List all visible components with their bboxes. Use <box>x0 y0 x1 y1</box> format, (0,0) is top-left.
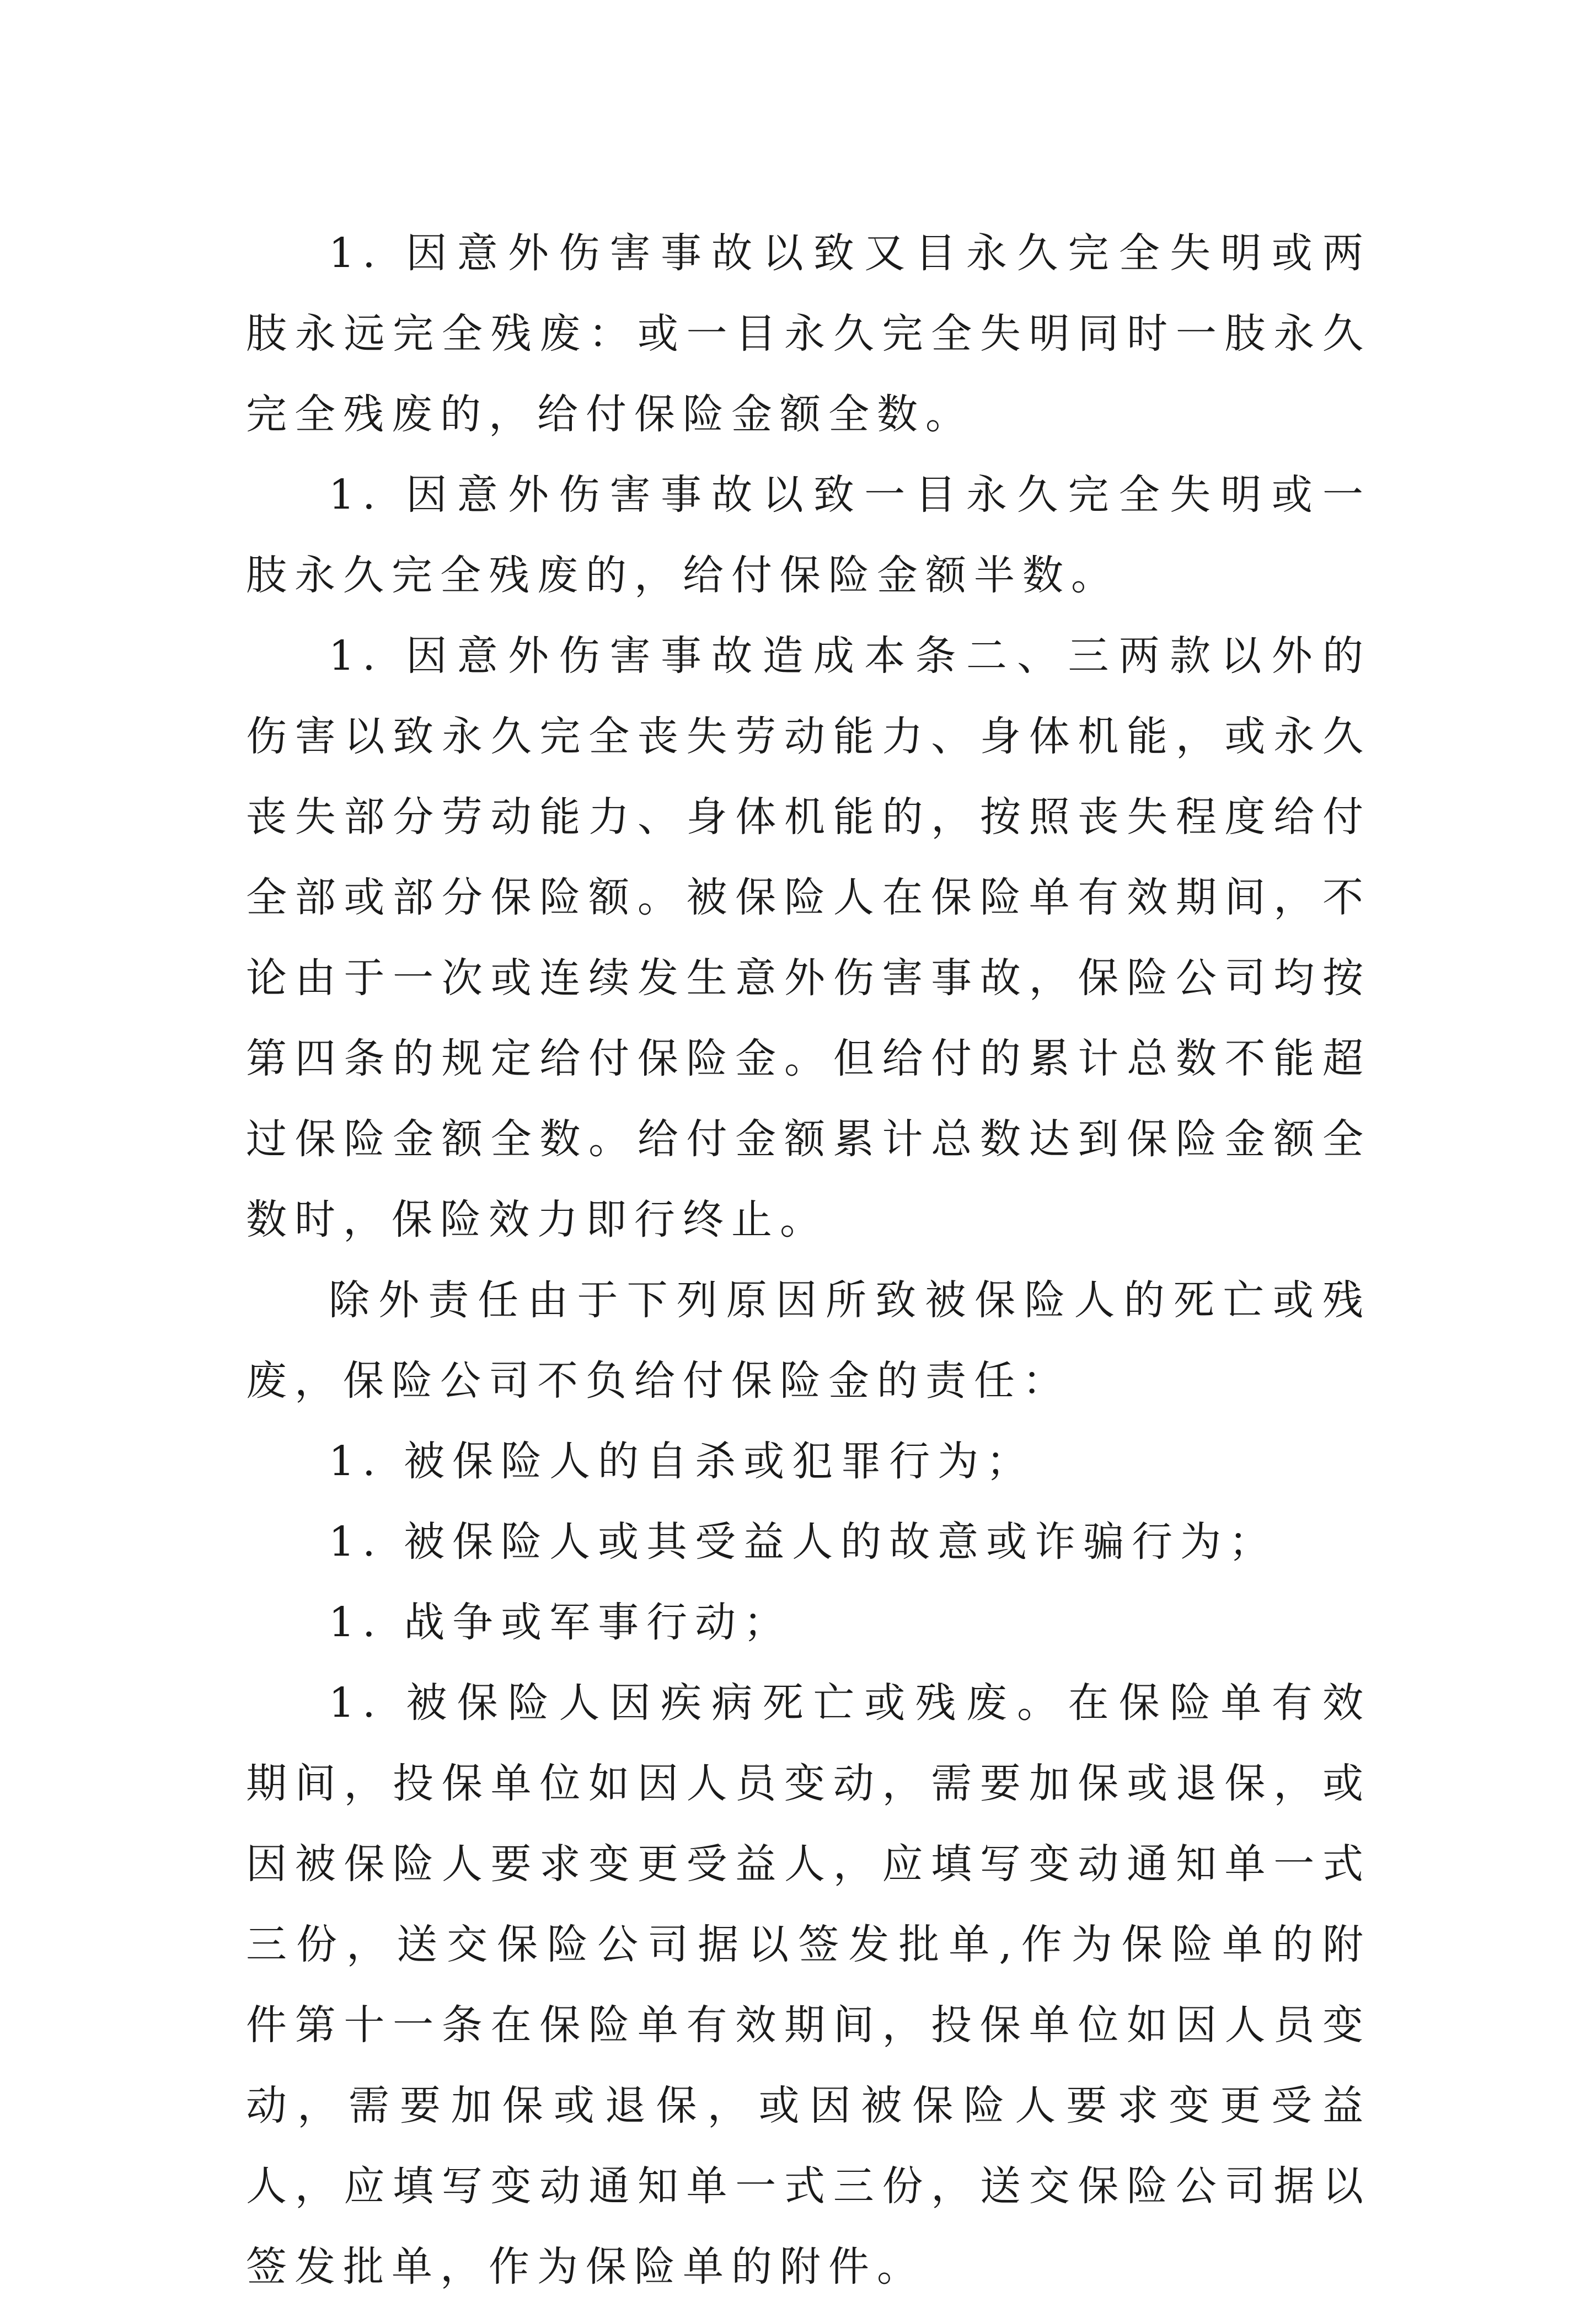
paragraph-3: 1. 因意外伤害事故造成本条二、三两款以外的伤害以致永久完全丧失劳动能力、身体机能，或永久丧失部分劳动能力、身体机能的，按照丧失程度给付全部或部分保险额。被保险人在保险单有效期间，不论由于一次或连续发生意外伤害事故，保险公司均按第四条的规定给付保险金。但给付的累计总数不能超过保险金额全数。给付金额累计总数达到保险金额全数时，保险效力即行终止。 <box>246 632 1371 1243</box>
paragraph-2: 1. 因意外伤害事故以致一目永久完全失明或一肢永久完全残废的，给付保险金额半数。 <box>246 471 1371 599</box>
document-body <box>246 213 1371 2307</box>
paragraph-5: 1. 被保险人的自杀或犯罪行为； <box>329 1438 1035 1485</box>
paragraph-4: 除外责任由于下列原因所致被保险人的死亡或残废，保险公司不负给付保险金的责任： <box>246 1277 1371 1405</box>
paragraph-1: 1. 因意外伤害事故以致又目永久完全失明或两肢永远完全残废：或一目永久完全失明同时一肢永久完全残废的，给付保险金额全数。 <box>246 229 1371 438</box>
paragraph-8: 1. 被保险人因疾病死亡或残废。在保险单有效期间，投保单位如因人员变动，需要加保或退保，或因被保险人要求变更受益人，应填写变动通知单一式三份，送交保险公司据以签发批单,作为保险单的附件第十一条在保险单有效期间，投保单位如因人员变动，需要加保或退保，或因被保险人要求变更受益人，应填写变动通知单一式三份，送交保险公司据以签发批单，作为保险单的附件。 <box>246 1679 1371 2290</box>
paragraph-6: 1. 被保险人或其受益人的故意或诈骗行为； <box>329 1518 1278 1566</box>
paragraph-7: 1. 战争或军事行动； <box>329 1599 792 1646</box>
